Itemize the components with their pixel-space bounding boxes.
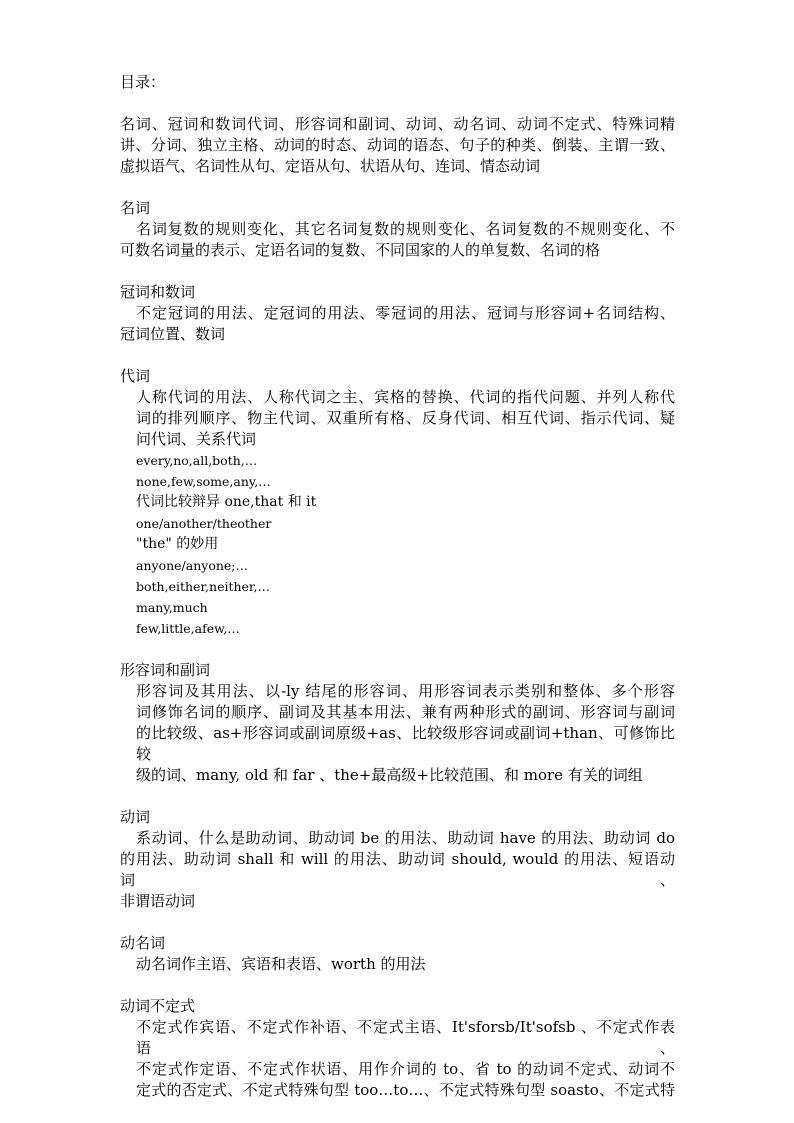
section-text: 的比较级、as+形容词或副词原级+as、比较级形容词或副词+than、可修饰比较	[136, 724, 675, 763]
section-text: 可数名词量的表示、定语名词的复数、不同国家的人的单复数、名词的格	[120, 241, 601, 259]
section-text: 问代词、关系代词	[136, 430, 257, 448]
section-text: 词的排列顺序、物主代词、双重所有格、反身代词、相互代词、指示代词、疑	[136, 409, 675, 427]
list-item: both,either,neither,…	[136, 579, 271, 594]
section-text: 名词复数的规则变化、其它名词复数的规则变化、名词复数的不规则变化、不	[136, 220, 675, 238]
list-item: 代词比较辩异 one,that 和 it	[136, 494, 317, 510]
list-item: one/another/theother	[136, 516, 272, 531]
section-text: 形容词及其用法、以-ly 结尾的形容词、用形容词表示类别和整体、多个形容	[136, 682, 675, 700]
section-text: 的用法、助动词 shall 和 will 的用法、助动词 should, would 的用法、短语动词、	[120, 850, 675, 889]
section-heading-article: 冠词和数词	[120, 283, 196, 301]
document-page	[120, 72, 675, 1101]
section-text: 人称代词的用法、人称代词之主、宾格的替换、代词的指代问题、并列人称代	[136, 388, 675, 406]
section-text: 动名词作主语、宾语和表语、worth 的用法	[136, 955, 426, 973]
toc-line: 虚拟语气、名词性从句、定语从句、状语从句、连词、情态动词	[120, 157, 541, 175]
list-item: every,no,all,both,…	[136, 453, 258, 468]
list-item: "the" 的妙用	[136, 536, 219, 552]
list-item: none,few,some,any,…	[136, 474, 271, 489]
section-text: 不定式作宾语、不定式作补语、不定式主语、It'sforsb/It'sofsb 、不定式作表语、	[136, 1018, 675, 1057]
list-item: anyone/anyone;…	[136, 558, 248, 573]
section-heading-infinitive: 动词不定式	[120, 997, 196, 1015]
list-item: few,little,afew,…	[136, 621, 240, 636]
section-text: 级的词、many, old 和 far 、the+最高级+比较范围、和 more 有关的词组	[136, 766, 643, 784]
section-heading-gerund: 动名词	[120, 934, 166, 952]
section-text: 冠词位置、数词	[120, 325, 226, 343]
toc-line: 讲、分词、独立主格、动词的时态、动词的语态、句子的种类、倒装、主谓一致、	[120, 136, 675, 154]
list-item: many,much	[136, 600, 208, 615]
toc-title: 目录：	[120, 73, 166, 91]
section-text: 非谓语动词	[120, 892, 196, 910]
section-text: 系动词、什么是助动词、助动词 be 的用法、助动词 have 的用法、助动词 do	[136, 829, 675, 847]
section-heading-verb: 动词	[120, 808, 151, 826]
section-text: 词修饰名词的顺序、副词及其基本用法、兼有两种形式的副词、形容词与副词	[136, 703, 675, 721]
toc-line: 名词、冠词和数词代词、形容词和副词、动词、动名词、动词不定式、特殊词精	[120, 115, 675, 133]
section-text: 不定冠词的用法、定冠词的用法、零冠词的用法、冠词与形容词+名词结构、	[136, 304, 675, 322]
section-heading-noun: 名词	[120, 199, 151, 217]
section-text: 定式的否定式、不定式特殊句型 too…to…、不定式特殊句型 soasto、不定式特	[136, 1081, 675, 1099]
section-heading-adjective: 形容词和副词	[120, 661, 211, 679]
section-text: 不定式作定语、不定式作状语、用作介词的 to、省 to 的动词不定式、动词不	[136, 1060, 675, 1078]
section-heading-pronoun: 代词	[120, 367, 151, 385]
